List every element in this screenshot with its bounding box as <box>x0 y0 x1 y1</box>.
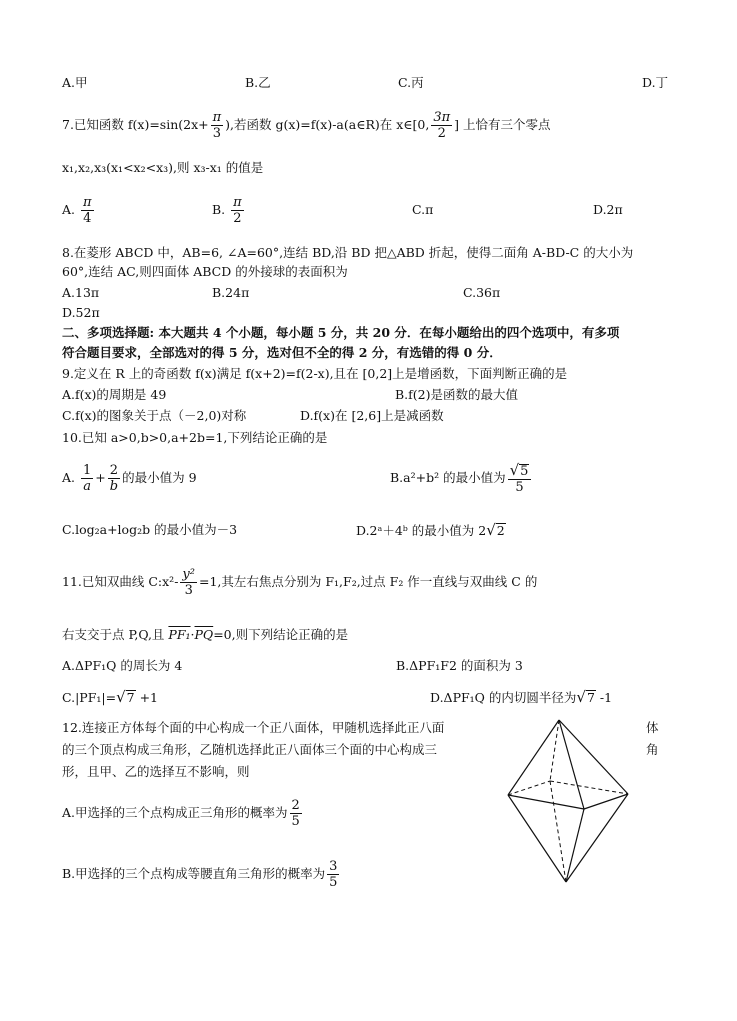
q6-option-d: D.丁 <box>642 75 669 90</box>
octahedron-figure <box>506 718 630 884</box>
q11-line2: 右支交于点 P,Q,且 $PF_1\cdot\overline{PQ}=0$,则下列结论正确的是 <box>62 627 349 642</box>
q6-option-a: A.甲 <box>62 75 88 90</box>
q10-option-d: D.2ᵃ＋4ᵇ 的最小值为 2√2 <box>356 521 505 539</box>
section2-heading-line1: 二、多项选择题: 本大题共 4 个小题，每小题 5 分，共 20 分．在每小题给出的四个选项中，有多项 <box>62 325 620 340</box>
edge-front-right <box>584 794 628 809</box>
q10-option-b: B.a²+b² 的最小值为 $\frac{√5}{5}$ <box>390 459 533 497</box>
q10-option-c: C.log₂a+log₂b 的最小值为－3 <box>62 522 238 537</box>
q12-option-b: B.甲选择的三个点构成等腰直角三角形的概率为 $\frac{3}{5}$ <box>62 859 338 890</box>
q8-line1: 8.在菱形 ABCD 中，AB=6, ∠A=60°,连结 BD,沿 BD 把△ABD 折起，使得二面角 A-BD-C 的大小为 <box>62 245 634 260</box>
q9-option-c: C.f(x)的图象关于点（－2,0)对称 <box>62 408 247 423</box>
q8-option-d: D.52π <box>62 305 100 320</box>
q11-option-a: A.ΔPF₁Q 的周长为 4 <box>62 658 183 673</box>
q7-option-a: A. $\frac{\pi}{4}$ <box>62 195 92 226</box>
q10-stem: 10.已知 a>0,b>0,a+2b=1,下列结论正确的是 <box>62 430 328 445</box>
q12-line1-tail: 体 <box>646 720 659 735</box>
edge-bottom-front <box>566 809 584 882</box>
q7-frac-pi-3: $\frac{\pi}{3}$ <box>212 110 222 141</box>
q7-option-c: C.π <box>412 202 434 217</box>
q12-line1: 12.连接正方体每个面的中心构成一个正八面体，甲随机选择此正八面 <box>62 720 445 735</box>
q11-option-b: B.ΔPF₁F2 的面积为 3 <box>396 658 523 673</box>
hidden-edge-left-back <box>508 781 550 795</box>
q11-option-c: C.|PF₁|=√7 +1 <box>62 688 159 706</box>
q9-option-a: A.f(x)的周期是 49 <box>62 387 167 402</box>
q12-line2-tail: 角 <box>646 742 659 757</box>
q9-option-d: D.f(x)在 [2,6]上是减函数 <box>300 408 444 423</box>
q6-option-c: C.丙 <box>398 75 424 90</box>
q12-line3: 形，且甲、乙的选择互不影响，则 <box>62 764 250 779</box>
q8-line2: 60°,连结 AC,则四面体 ABCD 的外接球的表面积为 <box>62 264 348 279</box>
q7-option-d: D.2π <box>593 202 623 217</box>
edge-left-front <box>508 795 584 809</box>
vector-pf1: PF₁ <box>168 627 191 642</box>
section2-heading-line2: 符合题目要求，全部选对的得 5 分，选对但不全的得 2 分，有选错的得 0 分． <box>62 345 502 360</box>
q9-option-b: B.f(2)是函数的最大值 <box>395 387 518 402</box>
q9-stem: 9.定义在 R 上的奇函数 f(x)满足 f(x+2)=f(2-x),且在 [0,2]上是增函数，下面判断正确的是 <box>62 366 568 381</box>
q11-option-d: D.ΔPF₁Q 的内切圆半径为√7 -1 <box>430 688 613 706</box>
hidden-edge-bottom-back <box>550 781 566 882</box>
q8-option-c: C.36π <box>463 285 501 300</box>
q7-option-b: B. $\frac{\pi}{2}$ <box>212 195 242 226</box>
hidden-edge-top-back <box>550 720 559 781</box>
q7-frac-3pi-2: $\frac{3\pi}{2}$ <box>433 110 451 141</box>
edge-bottom-left <box>508 795 566 882</box>
edge-top-left <box>508 720 559 795</box>
q12-option-a: A.甲选择的三个点构成正三角形的概率为 $\frac{2}{5}$ <box>62 798 300 829</box>
q7-stem: 7.已知函数 f(x)=sin(2x+ $\frac{\pi}{3}$ ),若函数 g(x)=f(x)-a(a∈R)在 x∈[0, $\frac{3\pi}{2}$ ] 上恰有三个零点 <box>62 110 551 141</box>
q6-option-b: B.乙 <box>245 75 271 90</box>
q8-option-a: A.13π <box>62 285 100 300</box>
q10-option-a: A. $\frac{1}{a}$ + $\frac{2}{b}$ 的最小值为 9 <box>62 463 197 494</box>
q12-line2: 的三个顶点构成三角形，乙随机选择此正八面体三个面的中心构成三 <box>62 742 438 757</box>
q7-line2: x₁,x₂,x₃(x₁<x₂<x₃),则 x₃-x₁ 的值是 <box>62 160 264 175</box>
q8-option-b: B.24π <box>212 285 250 300</box>
vector-pq: $\overline{PQ}$ <box>194 627 214 642</box>
hidden-edge-back-right <box>550 781 628 794</box>
q11-stem: 11.已知双曲线 C:x²- $\frac{\text{y²}}{3}$ =1,其左右焦点分别为 F₁,F₂,过点 F₂ 作一直线与双曲线 C 的 <box>62 567 538 598</box>
